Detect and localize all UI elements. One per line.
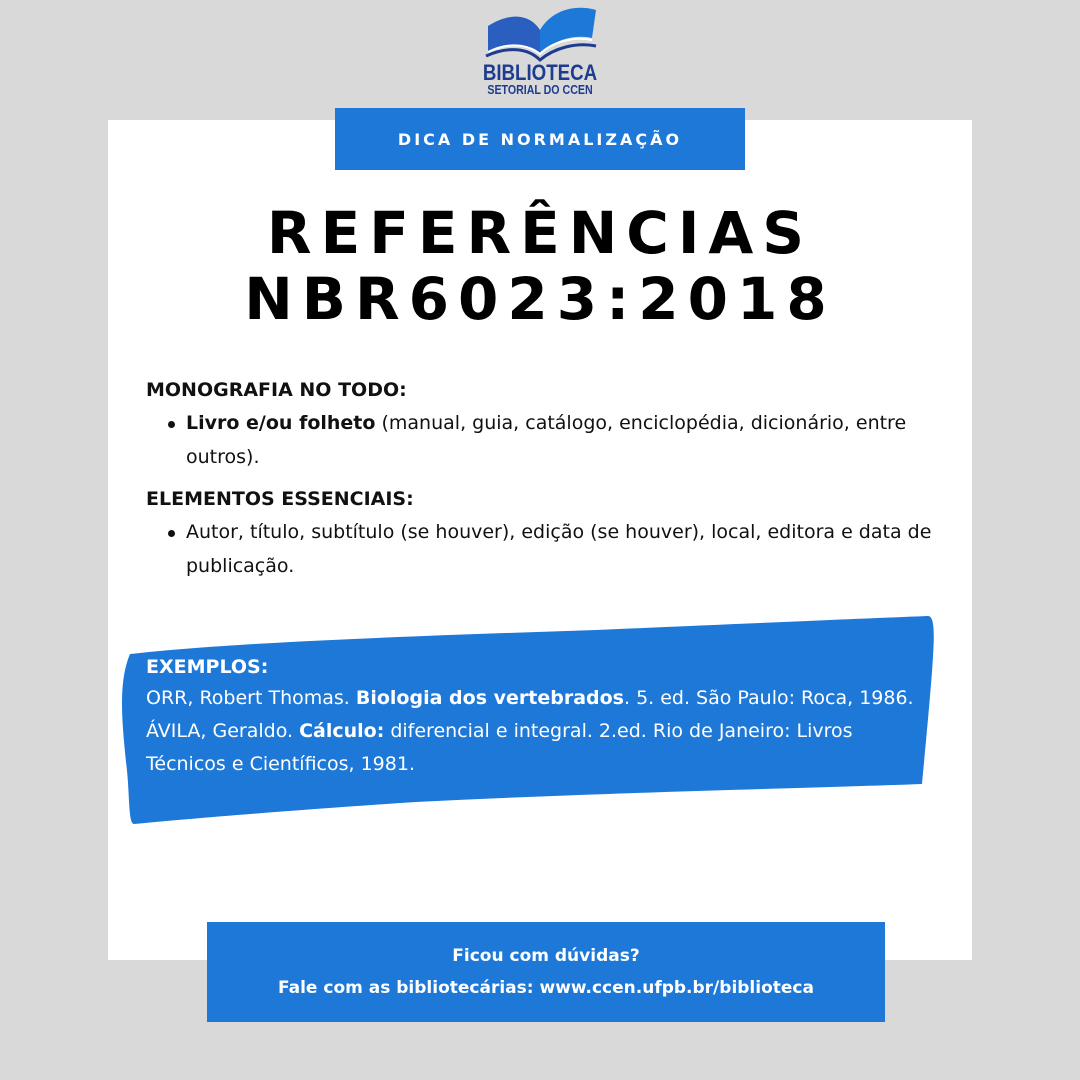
monografia-bullet-text: (manual, guia, catálogo, enciclopédia, dicionário, entre outros). <box>186 412 907 468</box>
example-1-author: ORR, Robert Thomas. <box>146 687 356 709</box>
elementos-section <box>146 485 936 583</box>
contact-footer <box>207 922 885 1022</box>
elementos-bullet-text: Autor, título, subtítulo (se houver), edição (se houver), local, editora e data de publicação. <box>186 521 932 577</box>
example-2-author: ÁVILA, Geraldo. <box>146 720 300 742</box>
title-line-1: REFERÊNCIAS <box>266 199 814 267</box>
elementos-bullet <box>146 515 936 583</box>
bullet-icon <box>168 421 175 428</box>
examples-section <box>146 652 936 781</box>
footer-contact: Fale com as bibliotecárias: www.ccen.ufpb.br/biblioteca <box>278 978 814 998</box>
footer-question: Ficou com dúvidas? <box>452 946 640 966</box>
example-2-rest: diferencial e integral. 2.ed. Rio de Janeiro: Livros Técnicos e Científicos, 1981. <box>146 720 853 775</box>
title-line-2: NBR6023:2018 <box>244 265 836 333</box>
example-1 <box>146 682 936 715</box>
bullet-icon <box>168 530 175 537</box>
category-tag: DICA DE NORMALIZAÇÃO <box>335 108 745 170</box>
example-1-title: Biologia dos vertebrados <box>355 687 624 709</box>
elementos-heading: ELEMENTOS ESSENCIAIS: <box>146 488 414 510</box>
example-2 <box>146 715 936 781</box>
monografia-section <box>146 376 936 474</box>
library-logo <box>470 4 610 104</box>
logo-subtitle: SETORIAL DO CCEN <box>487 83 593 97</box>
open-book-icon <box>480 4 600 64</box>
monografia-bullet <box>146 406 936 474</box>
page-title <box>108 200 972 332</box>
monografia-heading: MONOGRAFIA NO TODO: <box>146 379 407 401</box>
monografia-bullet-bold: Livro e/ou folheto <box>186 412 376 434</box>
logo-title: BIBLIOTECA <box>482 60 598 85</box>
example-1-rest: . 5. ed. São Paulo: Roca, 1986. <box>623 687 914 709</box>
examples-heading: EXEMPLOS: <box>146 656 269 678</box>
example-2-title: Cálculo: <box>299 720 385 742</box>
